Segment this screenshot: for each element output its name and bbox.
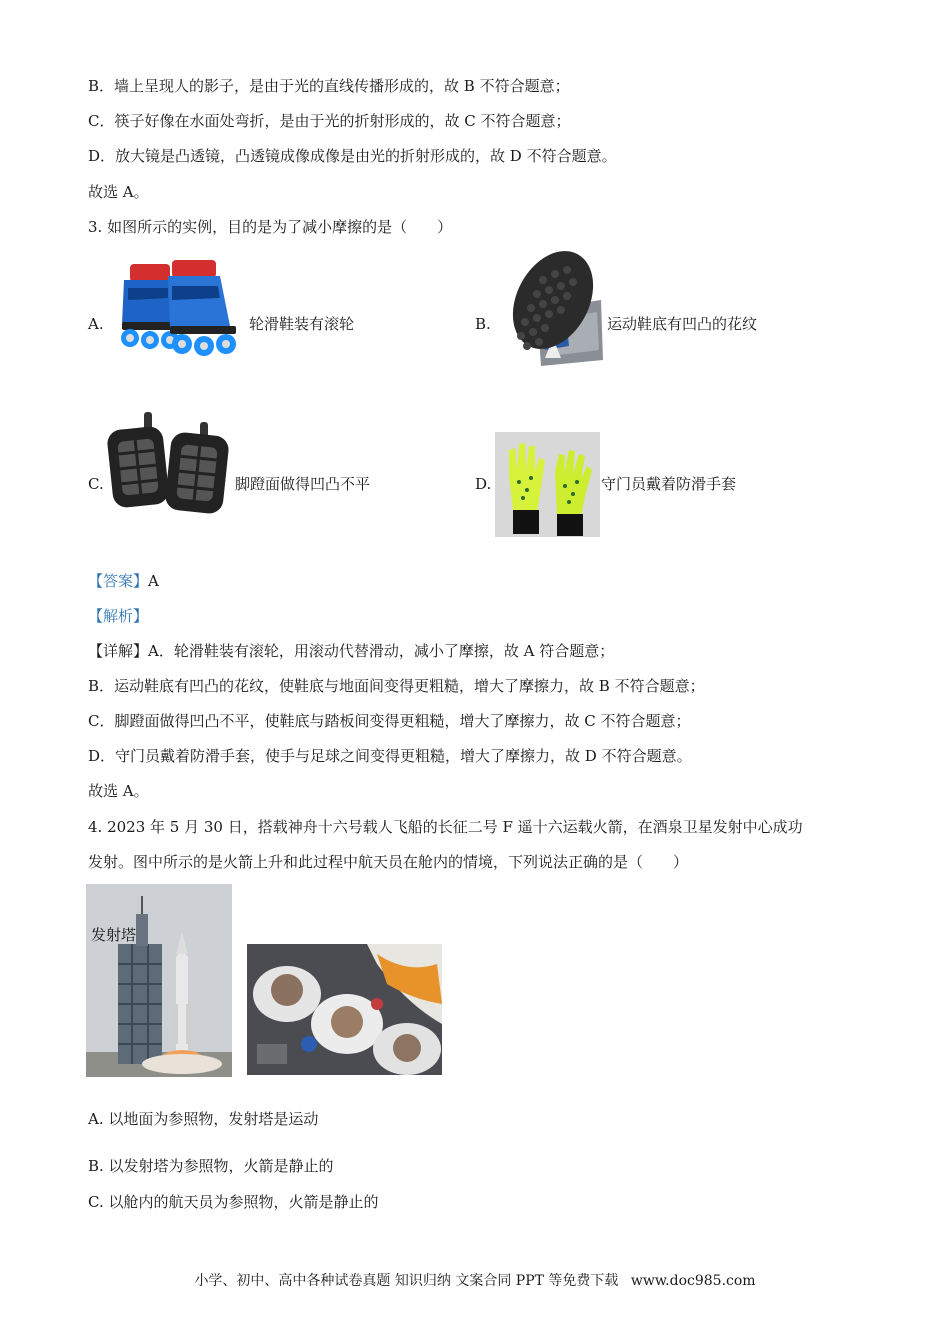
page-footer <box>0 1270 950 1290</box>
answer-tag: 【答案】 <box>88 572 149 590</box>
analysis-tag: 【解析】 <box>88 607 149 625</box>
q4-option-c: C. 以舱内的航天员为参照物，火箭是静止的 <box>88 1193 379 1211</box>
q3-detail-a <box>88 641 614 661</box>
prev-option-d-explanation: D．放大镜是凸透镜，凸透镜成像成像是由光的折射形成的，故 D 不符合题意。 <box>88 147 617 165</box>
footer-url[interactable]: www.doc985.com <box>630 1273 756 1289</box>
answer-value: A <box>148 572 159 590</box>
q3-detail-b: B．运动鞋底有凹凸的花纹，使鞋底与地面间变得更粗糙，增大了摩擦力，故 B 不符合题意； <box>88 677 705 695</box>
tower-label: 发射塔 <box>91 926 137 944</box>
q4-option-b: B. 以发射塔为参照物，火箭是静止的 <box>88 1157 334 1175</box>
astronauts-cabin-image <box>247 944 442 1075</box>
prev-option-b-explanation: B．墙上呈现人的影子，是由于光的直线传播形成的，故 B 不符合题意； <box>88 77 570 95</box>
bike-pedal-image <box>104 410 232 514</box>
q3-option-c-letter: C. <box>88 475 104 493</box>
launch-tower-image <box>86 884 232 1077</box>
q3-option-a-text: 轮滑鞋装有滚轮 <box>249 315 355 333</box>
q3-detail-c: C．脚蹬面做得凹凸不平，使鞋底与踏板间变得更粗糙，增大了摩擦力，故 C 不符合题意； <box>88 712 691 730</box>
q3-detail-d: D．守门员戴着防滑手套，使手与足球之间变得更粗糙，增大了摩擦力，故 D 不符合题意。 <box>88 747 692 765</box>
q3-option-c-text: 脚蹬面做得凹凸不平 <box>235 475 371 493</box>
roller-skate-image <box>110 258 240 358</box>
footer-text: 小学、初中、高中各种试卷真题 知识归纳 文案合同 PPT 等免费下载 <box>194 1273 619 1289</box>
goalkeeper-glove-image <box>495 432 600 537</box>
q3-option-a-letter: A. <box>88 315 104 333</box>
q3-option-b-text: 运动鞋底有凹凸的花纹 <box>607 315 758 333</box>
q3-option-b-letter: B. <box>475 315 491 333</box>
detail-a-text: A．轮滑鞋装有滚轮，用滚动代替滑动，减小了摩擦，故 A 符合题意； <box>148 642 615 660</box>
q4-stem-line1: 4. 2023 年 5 月 30 日，搭载神舟十六号载人飞船的长征二号 F 遥十六运载火箭，在酒泉卫星发射中心成功 <box>88 818 803 836</box>
detail-tag: 【详解】 <box>88 642 149 660</box>
q3-stem: 3. 如图所示的实例，目的是为了减小摩擦的是（ ） <box>88 218 453 236</box>
prev-option-c-explanation: C．筷子好像在水面处弯折，是由于光的折射形成的，故 C 不符合题意； <box>88 112 571 130</box>
q4-option-a: A. 以地面为参照物，发射塔是运动 <box>88 1110 319 1128</box>
q3-answer <box>88 571 159 591</box>
q3-option-d-letter: D. <box>475 475 492 493</box>
q3-conclusion: 故选 A。 <box>88 782 149 800</box>
q3-option-d-text: 守门员戴着防滑手套 <box>601 475 737 493</box>
sneaker-sole-image <box>497 250 605 368</box>
prev-conclusion: 故选 A。 <box>88 183 149 201</box>
q4-stem-line2: 发射。图中所示的是火箭上升和此过程中航天员在舱内的情境，下列说法正确的是（ ） <box>88 853 689 871</box>
